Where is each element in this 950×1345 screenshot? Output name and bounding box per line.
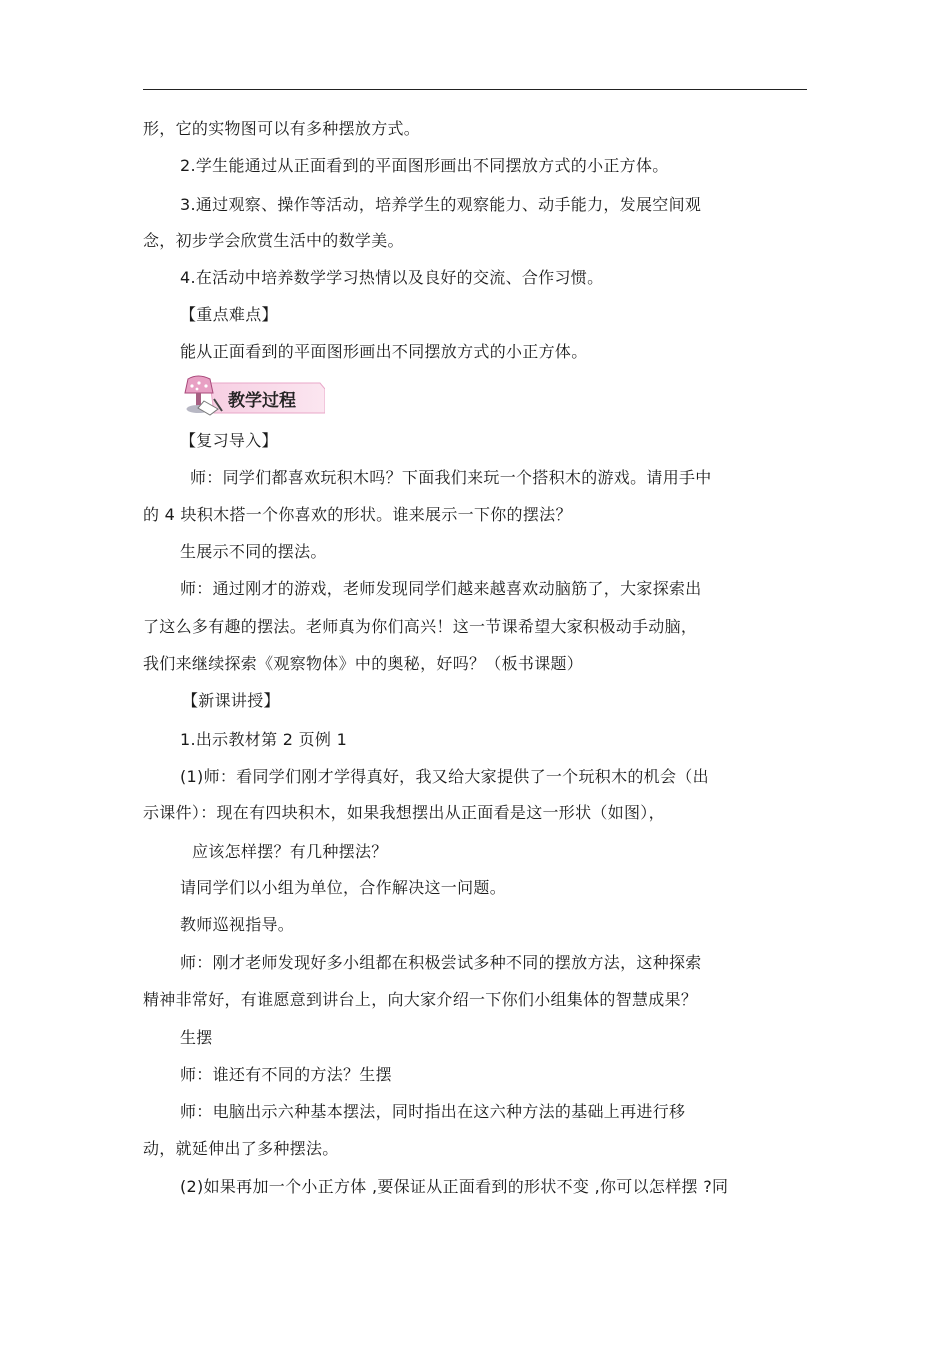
section-badge: [180, 375, 325, 419]
text-line: 师：通过刚才的游戏，老师发现同学们越来越喜欢动脑筋了，大家探索出: [180, 579, 702, 598]
text-line: 能从正面看到的平面图形画出不同摆放方式的小正方体。: [180, 342, 588, 361]
text-line: 动，就延伸出了多种摆法。: [143, 1139, 339, 1158]
text-line: 形，它的实物图可以有多种摆放方式。: [143, 119, 421, 138]
text-line: 2.学生能通过从正面看到的平面图形画出不同摆放方式的小正方体。: [180, 156, 669, 175]
text-line: 1.出示教材第 2 页例 1: [180, 730, 348, 749]
text-line: 我们来继续探索《观察物体》中的奥秘，好吗？（板书课题）: [143, 654, 584, 673]
text-line: 教师巡视指导。: [180, 915, 295, 934]
text-line: 的 4 块积木搭一个你喜欢的形状。谁来展示一下你的摆法？: [143, 505, 572, 524]
section-heading: 【重点难点】: [180, 305, 278, 324]
text-line: 精神非常好，有谁愿意到讲台上，向大家介绍一下你们小组集体的智慧成果？: [143, 990, 698, 1009]
text-line: 师：谁还有不同的方法？生摆: [180, 1065, 392, 1084]
section-heading: 【新课讲授】: [182, 691, 280, 710]
text-line: 3.通过观察、操作等活动，培养学生的观察能力、动手能力，发展空间观: [180, 195, 702, 214]
text-line: 生摆: [180, 1028, 213, 1047]
text-line: (1)师：看同学们刚才学得真好，我又给大家提供了一个玩积木的机会（出: [180, 767, 709, 786]
text-line: 师：电脑出示六种基本摆法，同时指出在这六种方法的基础上再进行移: [180, 1102, 686, 1121]
text-line: 生展示不同的摆法。: [180, 542, 327, 561]
text-line: 了这么多有趣的摆法。老师真为你们高兴！这一节课希望大家积极动手动脑，: [143, 617, 698, 636]
text-line: (2)如果再加一个小正方体 ,要保证从正面看到的形状不变 ,你可以怎样摆 ?同: [180, 1177, 729, 1196]
text-line: 师：同学们都喜欢玩积木吗？下面我们来玩一个搭积木的游戏。请用手中: [190, 468, 712, 487]
header-rule: [143, 89, 807, 90]
text-line: 请同学们以小组为单位，合作解决这一问题。: [180, 878, 507, 897]
badge-label: 教学过程: [228, 391, 296, 411]
text-line: 4.在活动中培养数学学习热情以及良好的交流、合作习惯。: [180, 268, 604, 287]
text-line: 念，初步学会欣赏生活中的数学美。: [143, 231, 404, 250]
text-line: 师：刚才老师发现好多小组都在积极尝试多种不同的摆放方法，这种探索: [180, 953, 702, 972]
text-line: 应该怎样摆？有几种摆法？: [192, 842, 388, 861]
section-heading: 【复习导入】: [180, 431, 278, 450]
text-line: 示课件）：现在有四块积木，如果我想摆出从正面看是这一形状（如图），: [143, 803, 665, 822]
